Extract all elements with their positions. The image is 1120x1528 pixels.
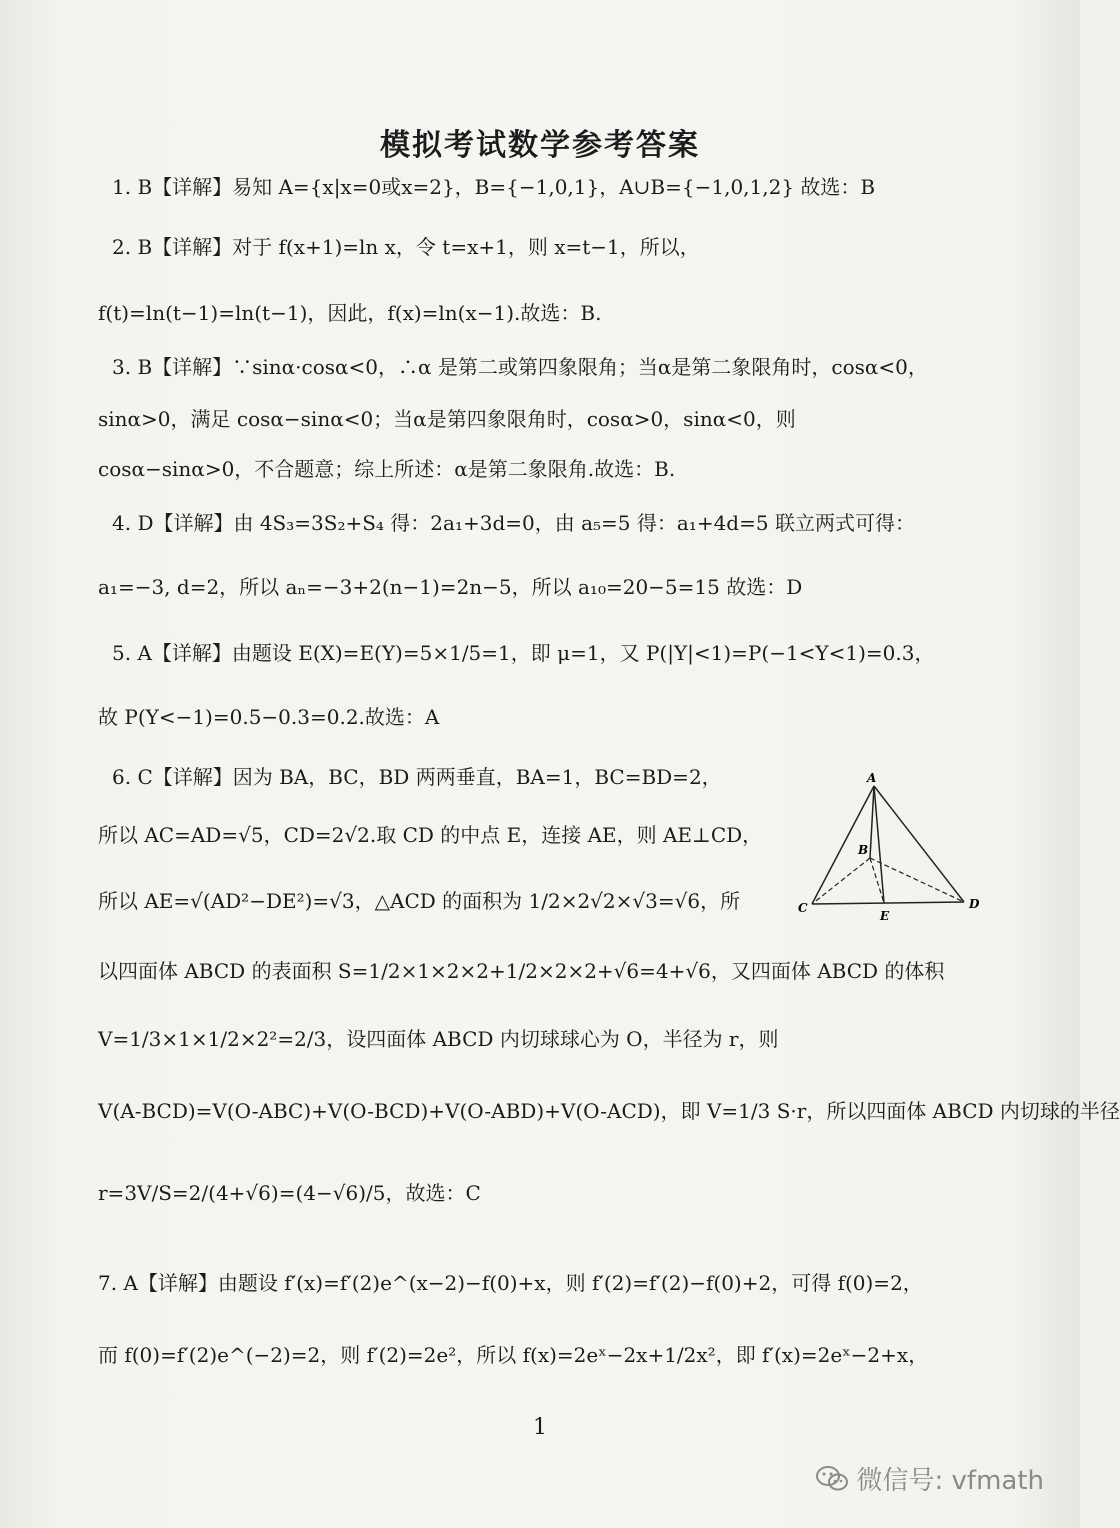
figure-label: B xyxy=(858,843,869,857)
answer-line: 所以 AC=AD=√5，CD=2√2.取 CD 的中点 E，连接 AE，则 AE⊥CD， xyxy=(98,823,763,847)
answer-line: 7. A【详解】由题设 f′(x)=f′(2)e^(x−2)−f(0)+x，则 f′(2)=f′(2)−f(0)+2，可得 f(0)=2， xyxy=(98,1271,923,1295)
answer-line: cosα−sinα>0，不合题意；综上所述：α是第二象限角.故选：B. xyxy=(98,457,676,481)
answer-line: f(t)=ln(t−1)=ln(t−1)，因此，f(x)=ln(x−1).故选：B. xyxy=(98,301,602,325)
page-number: 1 xyxy=(533,1415,547,1440)
answer-line: 6. C【详解】因为 BA，BC，BD 两两垂直，BA=1，BC=BD=2， xyxy=(112,765,722,789)
page-title: 模拟考试数学参考答案 xyxy=(380,128,700,163)
answer-line: 5. A【详解】由题设 E(X)=E(Y)=5×1/5=1，即 μ=1，又 P(|Y|<1)=P(−1<Y<1)=0.3， xyxy=(112,641,935,665)
answer-line: 2. B【详解】对于 f(x+1)=ln x，令 t=x+1，则 x=t−1，所以， xyxy=(112,235,700,259)
watermark xyxy=(815,1460,1045,1497)
answer-line: 4. D【详解】由 4S₃=3S₂+S₄ 得：2a₁+3d=0，由 a₅=5 得：a₁+4d=5 联立两式可得： xyxy=(112,511,915,535)
tetrahedron-figure xyxy=(798,770,986,930)
answer-line: V=1/3×1×1/2×2²=2/3，设四面体 ABCD 内切球球心为 O，半径为 r，则 xyxy=(98,1027,779,1051)
figure-label: D xyxy=(969,897,980,911)
answer-line: 而 f(0)=f′(2)e^(−2)=2，则 f′(2)=2e²，所以 f(x)=2eˣ−2x+1/2x²，即 f′(x)=2eˣ−2+x， xyxy=(98,1343,929,1367)
answer-line: 所以 AE=√(AD²−DE²)=√3，△ACD 的面积为 1/2×2√2×√3=√6，所 xyxy=(98,889,741,913)
watermark-text: 微信号: vfmath xyxy=(856,1466,1044,1496)
answer-line: 1. B【详解】易知 A={x|x=0或x=2}，B={−1,0,1}，A∪B={−1,0,1,2} 故选：B xyxy=(112,175,876,199)
answer-line: sinα>0，满足 cosα−sinα<0；当α是第四象限角时，cosα>0，sinα<0，则 xyxy=(98,407,796,431)
answer-line: 3. B【详解】∵sinα·cosα<0，∴α 是第二或第四象限角；当α是第二象限角时，cosα<0， xyxy=(112,355,928,379)
figure-label: A xyxy=(867,771,877,785)
answer-line: 以四面体 ABCD 的表面积 S=1/2×1×2×2+1/2×2×2+√6=4+√6，又四面体 ABCD 的体积 xyxy=(98,959,945,983)
answer-line: 故 P(Y<−1)=0.5−0.3=0.2.故选：A xyxy=(98,705,440,729)
wechat-icon xyxy=(815,1465,849,1493)
answer-line: r=3V/S=2/(4+√6)=(4−√6)/5，故选：C xyxy=(98,1181,481,1205)
answer-line: a₁=−3, d=2，所以 aₙ=−3+2(n−1)=2n−5，所以 a₁₀=20−5=15 故选：D xyxy=(98,575,803,599)
figure-label: C xyxy=(798,901,808,915)
figure-label: E xyxy=(880,909,890,923)
answer-line: V(A-BCD)=V(O-ABC)+V(O-BCD)+V(O-ABD)+V(O-ACD)，即 V=1/3 S·r，所以四面体 ABCD 内切球的半径 xyxy=(98,1099,1120,1123)
